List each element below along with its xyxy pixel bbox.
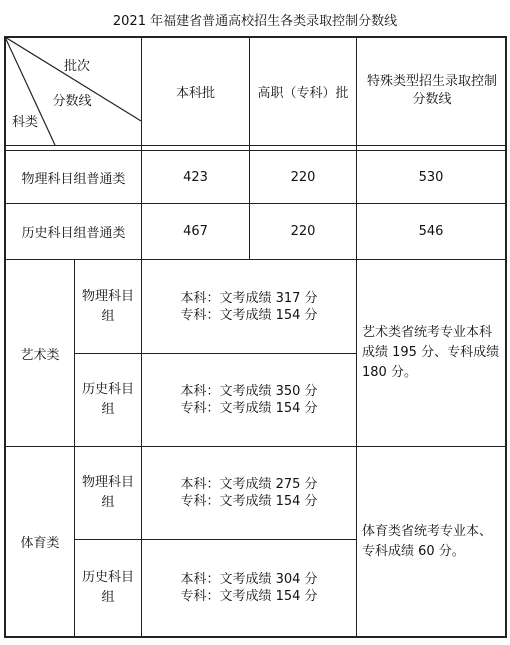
art-physics-group-text: 物理科目组: [82, 288, 135, 324]
col-header-special: [362, 37, 502, 145]
art-note-text: 艺术类省统考专业本科成绩 195 分、专科成绩 180 分。: [362, 325, 500, 380]
history-special-value: 546: [418, 224, 444, 239]
art-history-benke: 本科：文考成绩 350 分: [180, 384, 318, 399]
sports-note: [362, 447, 502, 636]
art-history-zhuanke: 专科：文考成绩 154 分: [180, 401, 318, 416]
corner-score-label: 分数线: [52, 93, 92, 109]
art-physics-group: [82, 260, 134, 353]
sports-history-zhuanke: 专科：文考成绩 154 分: [180, 589, 318, 604]
sports-physics-zhuanke: 专科：文考成绩 154 分: [180, 494, 318, 509]
art-physics-benke: 本科：文考成绩 317 分: [180, 290, 318, 306]
history-gaozhi-value: 220: [290, 224, 316, 239]
art-note: [362, 260, 502, 446]
col-header-gaozhi: 高职（专科）批: [257, 85, 349, 101]
col-header-benke: 本科批: [175, 85, 215, 101]
sports-physics-group-text: 物理科目组: [82, 475, 135, 510]
col-header-special-text: 特殊类型招生录取控制分数线: [366, 74, 497, 107]
physics-special-value: 530: [418, 169, 444, 185]
sports-category-label: 体育类: [20, 536, 60, 551]
art-physics-scores: [142, 260, 356, 353]
art-physics-zhuanke: 专科：文考成绩 154 分: [180, 307, 318, 323]
corner-category-label: 科类: [11, 114, 38, 130]
sports-history-scores: [142, 540, 356, 636]
sports-physics-scores: [142, 447, 356, 539]
row-label-physics: 物理科目组普通类: [21, 171, 126, 187]
sports-history-benke: 本科：文考成绩 304 分: [180, 572, 318, 587]
sports-physics-benke: 本科：文考成绩 275 分: [180, 477, 318, 492]
art-history-group: [82, 354, 134, 446]
physics-benke-value: 423: [183, 169, 208, 185]
physics-gaozhi-value: 220: [290, 169, 316, 185]
art-history-scores: [142, 354, 356, 446]
sports-note-text: 体育类省统考专业本、专科成绩 60 分。: [362, 523, 493, 559]
sports-history-group: [82, 540, 134, 636]
art-history-group-text: 历史科目组: [82, 382, 135, 417]
history-benke-value: 467: [183, 224, 208, 239]
row-label-history: 历史科目组普通类: [21, 226, 126, 241]
table-title: 2021 年福建省普通高校招生各类录取控制分数线: [112, 14, 398, 29]
corner-batch-label: 批次: [63, 58, 90, 74]
sports-physics-group: [82, 447, 134, 539]
art-category-label: 艺术类: [20, 347, 60, 363]
sports-history-group-text: 历史科目组: [82, 570, 135, 605]
